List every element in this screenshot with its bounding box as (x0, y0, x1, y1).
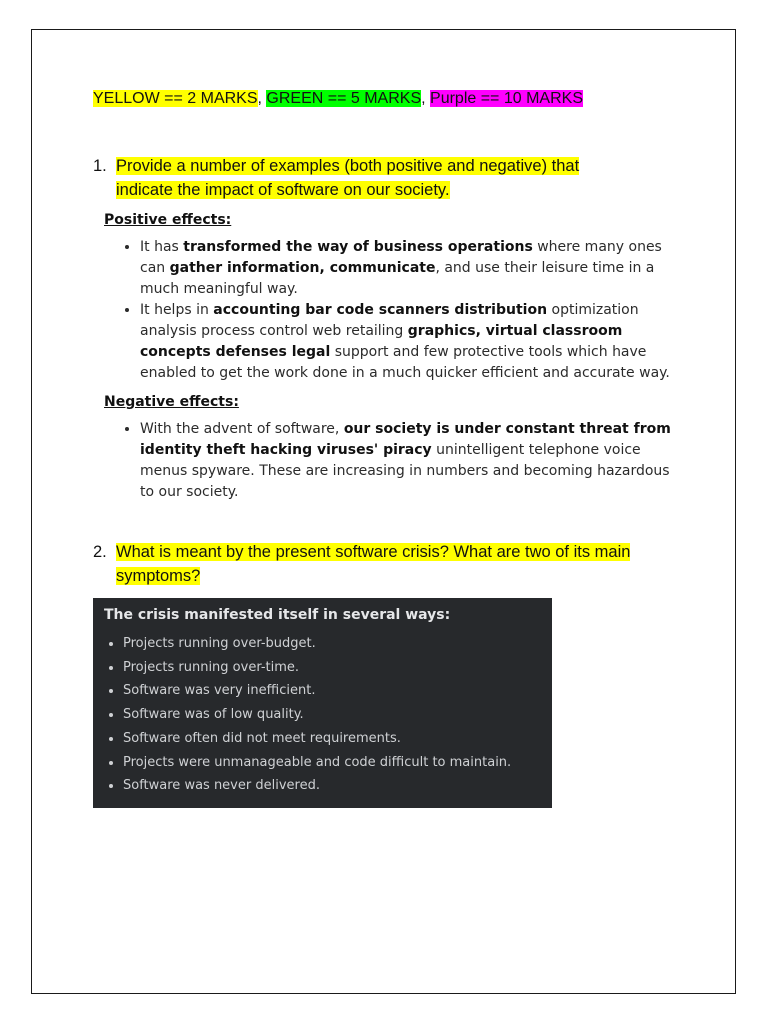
question-number: 1. (93, 157, 107, 175)
question-line: indicate the impact of software on our society. (116, 181, 450, 199)
bold-run: our society is under constant threat from identity theft hacking viruses' piracy (140, 421, 671, 458)
question-1 (93, 154, 653, 202)
bold-run: graphics, virtual classroom concepts defenses legal (140, 323, 623, 360)
question-number: 2. (93, 543, 107, 561)
positive-effects-heading: Positive effects: (104, 212, 232, 228)
text-run: optimization analysis process control web retailing (140, 302, 639, 339)
text-run: unintelligent telephone voice menus spyware. These are increasing in numbers and becoming hazardous to our society. (140, 442, 670, 500)
list-item: • Software was never delivered. (123, 774, 542, 798)
crisis-screenshot-panel (93, 598, 552, 808)
list-item: • Software was very inefficient. (123, 679, 542, 703)
text-run: support and few protective tools which have enabled to get the work done in a much quicker efficient and accurate way. (140, 344, 670, 381)
legend-separator: , (421, 90, 431, 107)
text-run: It has (140, 239, 184, 255)
text-run: It helps in (140, 302, 214, 318)
question-line: What is meant by the present software crisis? What are two of its main (116, 543, 631, 561)
legend-purple: Purple == 10 MARKS (430, 90, 583, 107)
list-item: • Software was of low quality. (123, 703, 542, 727)
legend-green: GREEN == 5 MARKS (266, 90, 422, 107)
crisis-title: The crisis manifested itself in several ways: (104, 607, 451, 623)
list-item (140, 419, 679, 503)
marks-legend (93, 88, 583, 110)
list-item: • Software often did not meet requirements. (123, 727, 542, 751)
list-item: • Projects running over-time. (123, 656, 542, 680)
crisis-list (104, 632, 542, 798)
legend-separator: , (257, 90, 267, 107)
question-line: symptoms? (116, 567, 201, 585)
question-2 (93, 540, 693, 588)
question-text (116, 154, 653, 202)
legend-yellow: YELLOW == 2 MARKS (93, 90, 258, 107)
list-item (140, 300, 679, 384)
bold-run: transformed the way of business operations (183, 239, 533, 255)
list-item: • Projects were unmanageable and code difficult to maintain. (123, 751, 542, 775)
negative-effects-heading: Negative effects: (104, 394, 239, 410)
negative-effects-list (104, 419, 679, 503)
question-line: Provide a number of examples (both positive and negative) that (116, 157, 580, 175)
question-text (116, 540, 693, 588)
bold-run: accounting bar code scanners distribution (213, 302, 548, 318)
answer-1 (104, 210, 679, 511)
positive-effects-list (104, 237, 679, 384)
text-run: , and use their leisure time in a much meaningful way. (140, 260, 655, 297)
text-run: where many ones can (140, 239, 662, 276)
text-run: With the advent of software, (140, 421, 344, 437)
bold-run: gather information, communicate (169, 260, 436, 276)
list-item (140, 237, 679, 300)
list-item: • Projects running over-budget. (123, 632, 542, 656)
